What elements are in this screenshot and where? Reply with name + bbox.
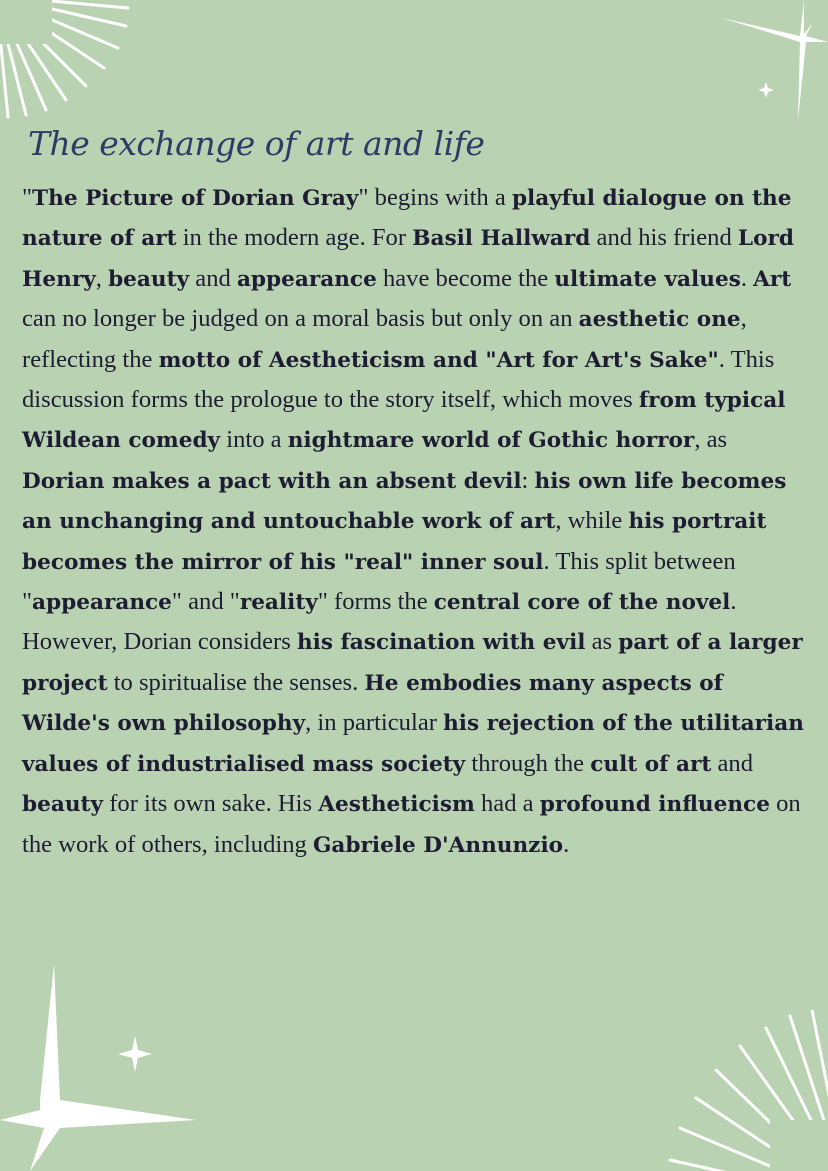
bold-text: profound influence — [539, 792, 770, 818]
paragraph — [22, 622, 812, 864]
bold-text: his portrait becomes the mirror of his "real" inner soul — [22, 509, 767, 575]
text-run: and his friend — [590, 224, 738, 252]
text-run: . — [730, 588, 737, 616]
text-run: and — [189, 264, 237, 292]
text-run: to spiritualise the senses. — [107, 668, 365, 696]
text-run: in the modern age. For — [176, 224, 413, 252]
text-run: for its own sake. His — [103, 790, 319, 818]
text-run: as — [585, 628, 619, 656]
bold-text: ultimate values — [554, 266, 741, 292]
sunburst-lines-icon — [0, 0, 140, 120]
bold-text: central core of the novel — [433, 590, 731, 616]
text-run: " begins with a — [358, 184, 512, 211]
text-run: have become the — [376, 264, 555, 292]
bold-text: Lord Henry — [22, 226, 794, 292]
text-run: into a — [220, 426, 288, 454]
bold-text: aesthetic one — [578, 307, 741, 333]
bold-text: Basil Hallward — [412, 226, 591, 252]
body-text — [22, 178, 812, 865]
bold-text: He embodies many aspects of Wilde's own philosophy — [22, 670, 723, 737]
bold-text: from typical Wildean comedy — [22, 388, 786, 454]
bold-text: his rejection of the utilitarian values of industrialised mass society — [22, 711, 804, 777]
sparkle-star-icon — [0, 960, 200, 1171]
bold-text: appearance — [236, 266, 377, 292]
text-run: through the — [465, 749, 591, 777]
text-run: , while — [555, 507, 629, 535]
text-run: can no longer be judged on a moral basis but only on an — [22, 305, 579, 333]
text-run: . This split between " — [22, 547, 736, 616]
bold-text: cult of art — [590, 751, 712, 777]
text-run: on the work of others, including — [22, 790, 801, 858]
bold-text: nightmare world of Gothic horror — [287, 428, 695, 454]
text-run: . — [563, 830, 570, 858]
bold-text: Gabriele D'Annunzio — [312, 832, 564, 858]
text-run: . — [740, 264, 754, 292]
text-run: , as — [694, 426, 728, 454]
text-run: However, Dorian considers — [22, 628, 297, 656]
bold-text: beauty — [22, 792, 104, 818]
sunburst-lines-icon — [650, 1010, 828, 1171]
bold-text: his own life becomes an unchanging and untouchable work of art — [22, 468, 787, 535]
text-run: , in particular — [305, 709, 444, 737]
text-run: " forms the — [317, 588, 434, 616]
text-run: had a — [474, 790, 540, 818]
bold-text: Art — [753, 266, 792, 292]
bold-text: part of a larger project — [22, 630, 803, 696]
bold-text: reality — [239, 590, 318, 616]
bold-text: his fascination with evil — [296, 630, 586, 656]
bold-text: appearance — [32, 590, 172, 616]
bold-text: motto of Aestheticism and "Art for Art's Sake" — [158, 347, 719, 373]
text-run: . This discussion forms the prologue to the story itself, which moves — [22, 345, 775, 414]
bold-text: Aestheticism — [318, 792, 475, 818]
text-run: , reflecting the — [22, 305, 747, 373]
bold-text: playful dialogue on the nature of art — [22, 186, 792, 252]
bold-text: Dorian makes a pact with an absent devil — [22, 468, 522, 494]
text-run: : — [521, 466, 535, 494]
bold-text: beauty — [108, 266, 190, 292]
text-run: , — [95, 264, 109, 292]
sparkle-star-icon — [700, 0, 828, 130]
bold-text: The Picture of Dorian Gray — [32, 186, 359, 211]
text-run: " and " — [171, 588, 240, 616]
paragraph — [22, 178, 812, 622]
text-run: " — [22, 184, 33, 211]
page-title: The exchange of art and life — [28, 124, 485, 163]
text-run: and — [711, 749, 754, 777]
